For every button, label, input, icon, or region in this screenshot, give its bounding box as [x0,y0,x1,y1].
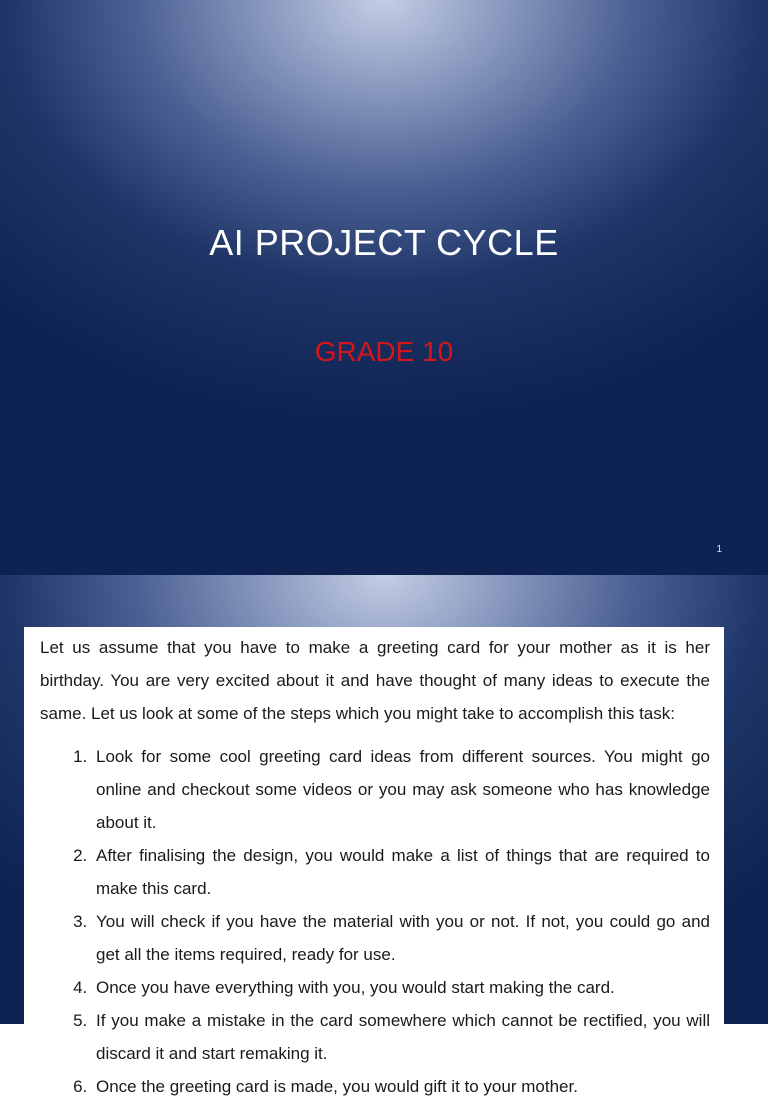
list-item: 3. You will check if you have the material with you or not. If not, you could go and get all the items required, ready for use. [92,905,710,971]
slide-title: AI PROJECT CYCLE [209,222,559,263]
list-item: 6. Once the greeting card is made, you would gift it to your mother. [92,1070,710,1103]
steps-list [40,740,710,1103]
slide-2 [0,575,768,1096]
page-number: 1 [716,544,722,555]
content-textbox [24,627,724,1096]
slide-subtitle: GRADE 10 [314,336,454,367]
intro-paragraph: Let us assume that you have to make a greeting card for your mother as it is her birthday. You are very excited about it and have thought of many ideas to execute the same. Let us look at some of the steps which you might take to accomplish this task: [40,638,710,723]
list-item: 5. If you make a mistake in the card somewhere which cannot be rectified, you will discard it and start remaking it. [92,1004,710,1070]
list-item: 1. Look for some cool greeting card ideas from different sources. You might go online and checkout some videos or you may ask someone who has knowledge about it. [92,740,710,839]
list-item: 4. Once you have everything with you, you would start making the card. [92,971,710,1004]
list-item: 2. After finalising the design, you would make a list of things that are required to make this card. [92,839,710,905]
